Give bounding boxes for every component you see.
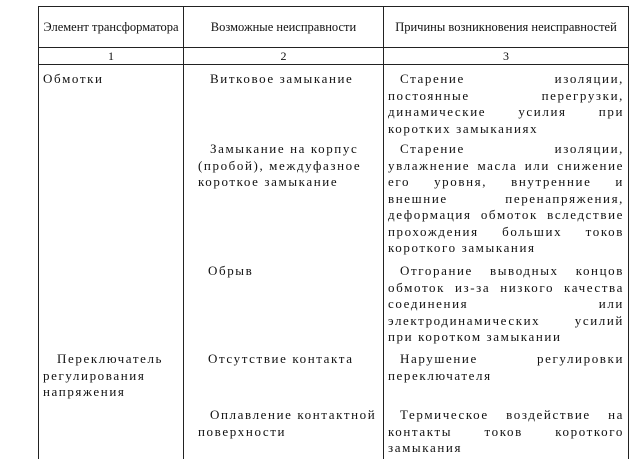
row-cause: Отгорание выводных концов обмоток из-за низкого качества соединения или электродинамических усилий при коротком замыкании bbox=[384, 263, 629, 351]
column-number-row bbox=[39, 48, 629, 65]
row-element bbox=[39, 407, 184, 459]
header-faults: Возможные неисправности bbox=[184, 7, 384, 48]
table-row bbox=[39, 351, 629, 407]
header-causes: Причины возникновения неисправностей bbox=[384, 7, 629, 48]
table-row bbox=[39, 141, 629, 263]
column-number-1: 1 bbox=[39, 48, 184, 65]
row-fault: Замыкание на корпус (пробой), междуфазное короткое замыкание bbox=[184, 141, 384, 263]
row-element: Переключатель регулирования напряжения bbox=[39, 351, 184, 407]
row-fault: Витковое замыкание bbox=[184, 65, 384, 142]
row-element: Обмотки bbox=[39, 65, 184, 142]
row-cause: Термическое воздействие на контакты токов короткого замыкания bbox=[384, 407, 629, 459]
table-row bbox=[39, 407, 629, 459]
column-number-2: 2 bbox=[184, 48, 384, 65]
row-fault: Оплавление контактной поверхности bbox=[184, 407, 384, 459]
table-row bbox=[39, 263, 629, 351]
header-row bbox=[39, 7, 629, 48]
table-row bbox=[39, 65, 629, 142]
row-element bbox=[39, 263, 184, 351]
column-number-3: 3 bbox=[384, 48, 629, 65]
header-element: Элемент трансформатора bbox=[39, 7, 184, 48]
row-cause: Нарушение регулировки переключателя bbox=[384, 351, 629, 407]
row-element bbox=[39, 141, 184, 263]
row-fault: Отсутствие контакта bbox=[184, 351, 384, 407]
faults-table bbox=[38, 6, 629, 459]
row-cause: Старение изоляции, увлажнение масла или снижение его уровня, внутренние и внешние перенапряжения, деформация обмоток вследствие прохождения больших токов короткого замыкания bbox=[384, 141, 629, 263]
row-cause: Старение изоляции, постоянные перегрузки, динамические усилия при коротких замыканиях bbox=[384, 65, 629, 142]
row-fault: Обрыв bbox=[184, 263, 384, 351]
